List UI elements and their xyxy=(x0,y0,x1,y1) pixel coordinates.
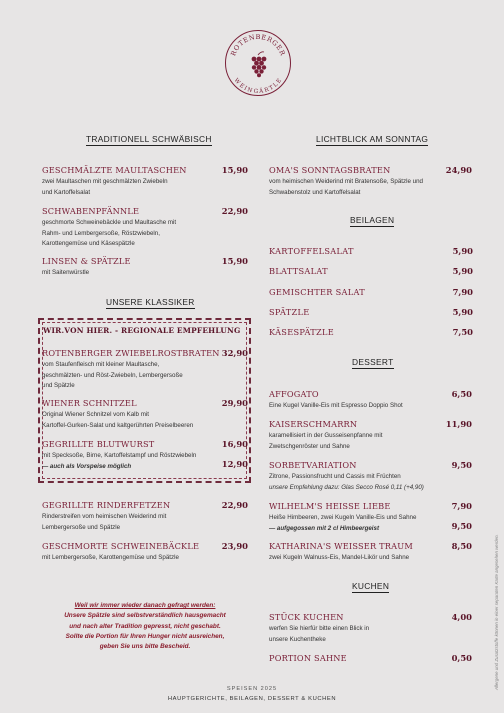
item-price: 22,90 xyxy=(221,206,248,216)
item-desc-line: Schwabenstolz und Kartoffelsalat xyxy=(269,188,361,196)
footer-year: SPEISEN 2025 xyxy=(226,686,278,692)
side-item: BLATTSALAT 5,90 xyxy=(269,266,473,276)
item-name: GEGRILLTE RINDERFETZEN xyxy=(42,500,171,510)
item-name: GESCHMÄLZTE MAULTASCHEN xyxy=(42,165,187,175)
item-price: 22,90 xyxy=(221,500,248,510)
menu-item xyxy=(269,389,474,412)
item-note: — auch als Vorspeise möglich xyxy=(42,462,132,470)
item-desc-line: werfen Sie hierfür bitte einen Blick in xyxy=(269,625,370,632)
item-desc-line: karamellisiert in der Gusseisenpfanne mit xyxy=(269,432,383,439)
item-desc-line: vom Staufenfleisch mit kleiner Maultasche, xyxy=(42,361,160,368)
menu-item xyxy=(42,541,248,564)
item-name: AFFOGATO xyxy=(269,389,319,399)
menu-item xyxy=(269,501,474,534)
regional-recommendation-title: WIR.VON HIER. - REGIONALE EMPFEHLUNG xyxy=(43,326,241,335)
item-desc-line: vom heimischen Weiderind mit Bratensoße, Spätzle und xyxy=(269,178,423,185)
item-price-alt: 12,90 xyxy=(221,459,248,469)
item-note: — aufgegossen mit 2 cl Himbeergeist xyxy=(269,524,380,532)
item-price: 8,50 xyxy=(451,541,472,551)
menu-item xyxy=(269,653,474,663)
item-note: unsere Empfehlung dazu: Glas Secco Rosé 0,11 (+4,90) xyxy=(269,483,424,491)
allergen-note: Allergene und Zusatzstoffe können in einer separaten Karte angesehen werden. xyxy=(494,534,499,690)
item-price: 9,50 xyxy=(451,460,472,470)
item-name: PORTION SAHNE xyxy=(269,653,347,663)
logo-text-top: ROTENBERGER xyxy=(229,32,287,58)
restaurant-logo xyxy=(224,29,292,97)
item-name: GEGRILLTE BLUTWURST xyxy=(42,439,155,449)
item-desc-line: und Kartoffelsalat xyxy=(42,188,91,196)
item-desc-line: Zitrone, Passionsfrucht und Cassis mit Früchten xyxy=(269,473,401,480)
spaetzle-note: Weil wir immer wieder danach gefragt werden: Unsere Spätzle sind selbstverständlich hausgemacht und nach alter Tradition gepresst, nicht geschabt. Sollte die Portion für Ihren Hunger nicht ausreichen, geben Sie uns bitte Bescheid. xyxy=(64,602,226,651)
menu-item xyxy=(42,500,248,533)
item-name: GESCHMORTE SCHWEINEBÄCKLE xyxy=(42,541,200,551)
item-desc-line: geschmälzten- und Röst-Zwiebeln, Lembergersoße xyxy=(42,371,183,379)
item-name: WIENER SCHNITZEL xyxy=(42,398,137,408)
item-price: 15,90 xyxy=(221,256,248,266)
section-title-sonntag: LICHTBLICK AM SONNTAG xyxy=(316,134,429,144)
item-desc-line: Rahm- und Lembergersoße, Röstzwiebeln, xyxy=(42,229,160,237)
item-name: KATHARINA'S WEISSER TRAUM xyxy=(269,541,413,551)
item-price: 16,90 xyxy=(221,439,248,449)
item-price: 4,00 xyxy=(451,612,472,622)
footer-subtitle: HAUPTGERICHTE, BEILAGEN, DESSERT & KUCHEN xyxy=(167,696,337,702)
menu-item xyxy=(269,612,474,645)
menu-item xyxy=(42,256,248,279)
item-price: 24,90 xyxy=(445,165,472,175)
item-price: 29,90 xyxy=(221,398,248,408)
item-desc-line: Zwetschgenröster und Sahne xyxy=(269,442,350,450)
item-desc-line: Heiße Himbeeren, zwei Kugeln Vanille-Eis und Sahne xyxy=(269,514,417,521)
item-desc-line: mit Saitenwürstle xyxy=(42,269,90,276)
item-price: 23,90 xyxy=(221,541,248,551)
section-title-klassiker: UNSERE KLASSIKER xyxy=(106,297,195,307)
side-item: SPÄTZLE 5,90 xyxy=(269,307,473,317)
svg-text:ROTENBERGER xyxy=(229,33,287,58)
logo-text-bottom: WEINGÄRTLE xyxy=(232,77,284,96)
section-title-kuchen: KUCHEN xyxy=(352,581,390,591)
item-name: WILHELM'S HEISSE LIEBE xyxy=(269,501,391,511)
item-desc-line: unsere Kuchentheke xyxy=(269,635,326,643)
item-name: LINSEN & SPÄTZLE xyxy=(42,256,131,266)
menu-item xyxy=(269,460,474,493)
item-price: 7,90 xyxy=(451,501,472,511)
item-name: KAISERSCHMARRN xyxy=(269,419,358,429)
item-desc-line: mit Lembergersoße, Karottengemüse und Spätzle xyxy=(42,554,179,561)
item-price: 11,90 xyxy=(445,419,472,429)
svg-text:WEINGÄRTLE xyxy=(233,77,284,95)
item-desc-line: Kartoffel-Gurken-Salat und kaltgerührten Preiselbeeren xyxy=(42,421,194,429)
menu-item xyxy=(42,439,248,472)
grape-icon xyxy=(252,52,267,77)
item-desc-line: Karottengemüse und Käsespätzle xyxy=(42,240,135,247)
item-desc-line: Rinderstreifen vom heimischen Weiderind mit xyxy=(42,513,167,520)
item-price: 15,90 xyxy=(221,165,248,175)
menu-item xyxy=(42,206,248,250)
menu-item xyxy=(42,398,248,431)
section-title-dessert: DESSERT xyxy=(352,357,394,367)
item-name: STÜCK KUCHEN xyxy=(269,612,344,622)
menu-item xyxy=(269,165,474,198)
menu-item xyxy=(42,348,248,392)
menu-item xyxy=(42,165,248,198)
item-desc-line: geschmorte Schweinebäckle und Maultasche mit xyxy=(42,219,177,226)
section-title-beilagen: BEILAGEN xyxy=(350,215,395,225)
side-item: KARTOFFELSALAT 5,90 xyxy=(269,246,473,256)
side-item: GEMISCHTER SALAT 7,90 xyxy=(269,287,473,297)
item-price: 6,50 xyxy=(451,389,472,399)
item-name: SCHWABENPFÄNNLE xyxy=(42,206,140,216)
item-desc-line: Original Wiener Schnitzel vom Kalb mit xyxy=(42,411,149,418)
item-name: OMA'S SONNTAGSBRATEN xyxy=(269,165,391,175)
menu-item xyxy=(269,419,474,452)
item-desc-line: und Spätzle xyxy=(42,382,75,389)
item-price: 32,90 xyxy=(221,348,248,358)
side-item: KÄSESPÄTZLE 7,50 xyxy=(269,327,473,337)
item-desc-line: Lembergersoße und Spätzle xyxy=(42,523,121,531)
item-desc-line: zwei Kugeln Walnuss-Eis, Mandel-Likör und Sahne xyxy=(269,554,410,561)
menu-item xyxy=(269,541,474,564)
item-price: 0,50 xyxy=(451,653,472,663)
item-price-alt: 9,50 xyxy=(451,521,472,531)
item-desc-line: zwei Maultaschen mit geschmälzten Zwiebeln xyxy=(42,178,168,185)
item-desc-line: mit Specksoße, Birne, Kartoffelstampf und Röstzwiebeln xyxy=(42,452,197,459)
item-name: SORBETVARIATION xyxy=(269,460,357,470)
section-title-traditionell: TRADITIONELL SCHWÄBISCH xyxy=(86,134,212,144)
item-name: ROTENBERGER ZWIEBELROSTBRATEN xyxy=(42,348,220,358)
item-desc-line: Eine Kugel Vanille-Eis mit Espresso Doppio Shot xyxy=(269,402,403,409)
